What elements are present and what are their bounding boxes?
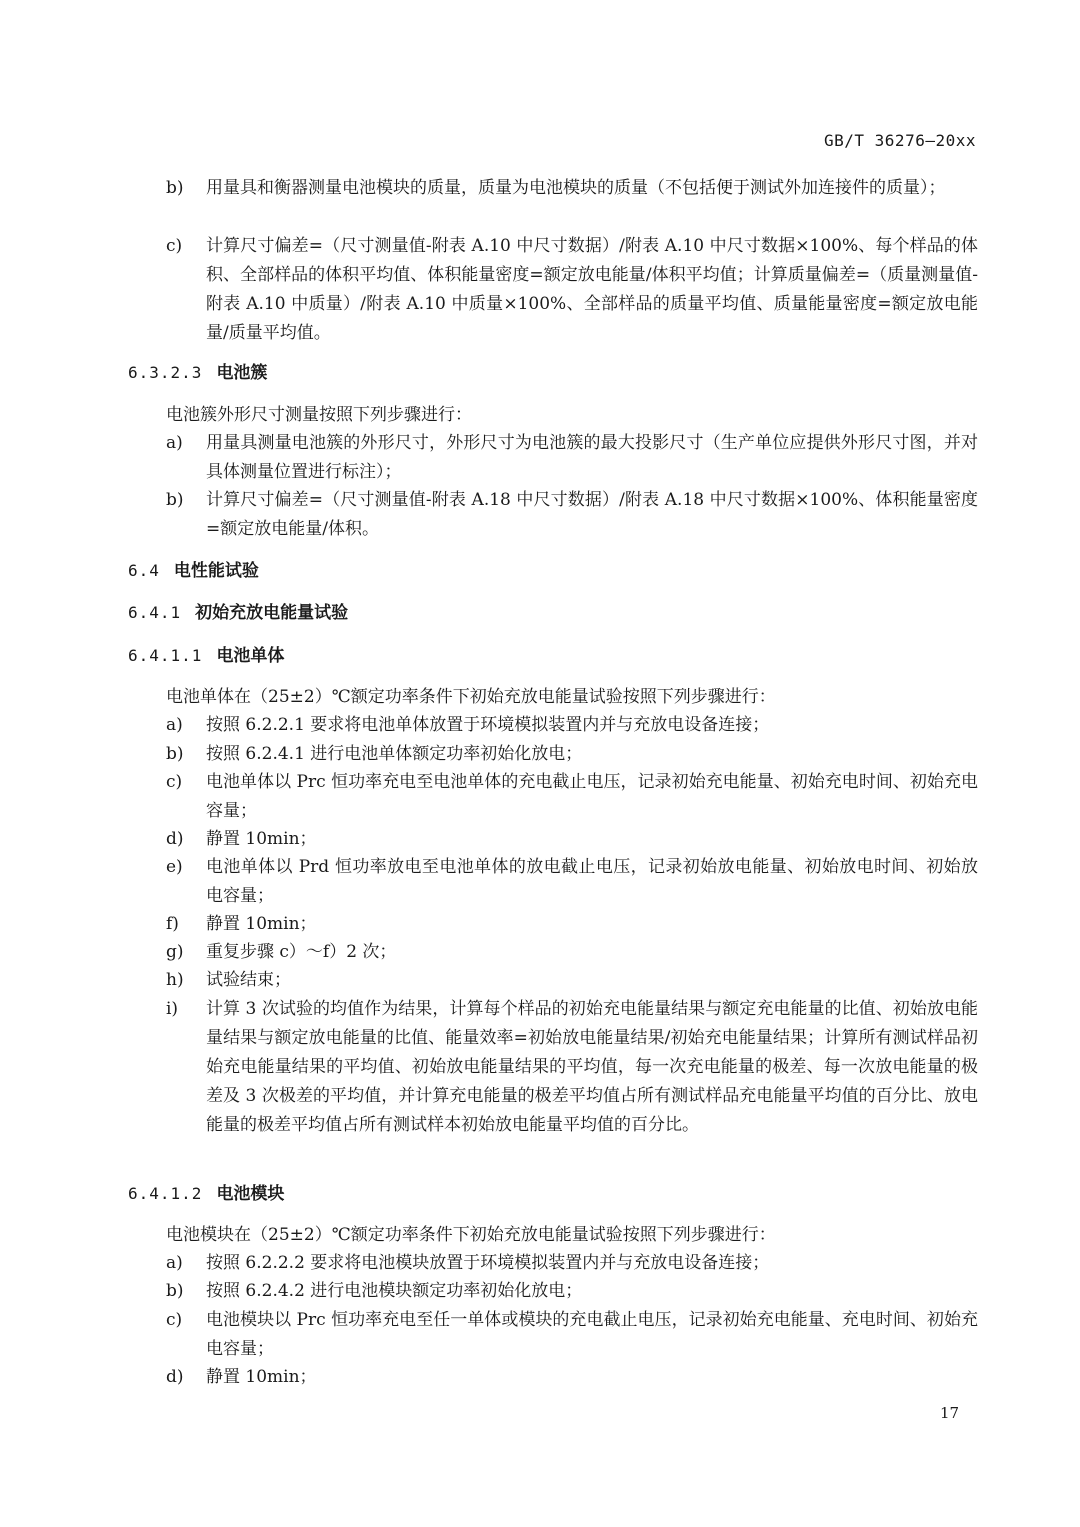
list-item [166,966,978,995]
list-item-text: 电池单体以 Prc 恒功率充电至电池单体的充电截止电压，记录初始充电能量、初始充电时间、初始充电容量； [206,772,978,821]
list-item-label: b) [166,744,184,764]
section-heading [128,1179,284,1209]
list-item-label: c) [166,236,183,256]
section-heading [128,598,348,628]
list-item-label: b) [166,178,184,198]
section-number: 6.4.1 [128,603,182,622]
section-title: 电性能试验 [173,561,259,581]
list-item [166,825,978,854]
list-item [166,232,978,348]
section-title: 电池簇 [216,363,268,383]
list-item-text: 按照 6.2.2.1 要求将电池单体放置于环境模拟装置内并与充放电设备连接； [206,715,770,735]
list-item [166,486,978,544]
list-item-text: 电池单体以 Prd 恒功率放电至电池单体的放电截止电压，记录初始放电能量、初始放电时间、初始放电容量； [206,857,978,906]
list-item-text: 重复步骤 c）～f）2 次； [206,942,397,962]
list-item-label: f) [166,914,179,934]
list-item-label: e) [166,857,183,877]
list-item [166,429,978,487]
list-item-label: a) [166,715,183,735]
list-item [166,740,978,769]
list-item [166,995,978,1140]
section-heading [128,556,259,586]
section-title: 电池模块 [216,1184,285,1204]
list-item-label: g) [166,942,184,962]
list-item-text: 按照 6.2.2.2 要求将电池模块放置于环境模拟装置内并与充放电设备连接； [206,1253,770,1273]
list-item-label: b) [166,490,184,510]
list-item-label: h) [166,970,184,990]
list-item [166,174,978,203]
list-item-label: b) [166,1281,184,1301]
section-heading [128,358,267,388]
list-item-text: 计算尺寸偏差=（尺寸测量值-附表 A.18 中尺寸数据）/附表 A.18 中尺寸数据×100%、体积能量密度=额定放电能量/体积。 [206,490,978,539]
list-item [166,910,978,939]
list-item-label: a) [166,1253,183,1273]
list-item-text: 静置 10min； [206,1367,317,1387]
list-item [166,711,978,740]
list-item-label: d) [166,1367,184,1387]
section-number: 6.3.2.3 [128,363,203,382]
section-number: 6.4.1.2 [128,1184,203,1203]
list-item-text: 电池模块以 Prc 恒功率充电至任一单体或模块的充电截止电压，记录初始充电能量、充电时间、初始充电容量； [206,1310,978,1359]
paragraph: 电池簇外形尺寸测量按照下列步骤进行： [166,405,472,425]
list-item-text: 静置 10min； [206,829,317,849]
list-item [166,1277,978,1306]
section-title: 初始充放电能量试验 [195,603,349,623]
document-id: GB/T 36276—20xx [824,131,976,150]
list-item-text: 按照 6.2.4.1 进行电池单体额定功率初始化放电； [206,744,583,764]
list-item-text: 用量具测量电池簇的外形尺寸，外形尺寸为电池簇的最大投影尺寸（生产单位应提供外形尺寸图，并对具体测量位置进行标注）； [206,433,978,482]
list-item-label: c) [166,772,183,792]
list-item-text: 用量具和衡器测量电池模块的质量，质量为电池模块的质量（不包括便于测试外加连接件的质量）； [206,178,946,198]
page-number: 17 [940,1404,960,1422]
list-item-text: 静置 10min； [206,914,317,934]
list-item [166,1249,978,1278]
section-title: 电池单体 [216,646,285,666]
list-item-text: 计算 3 次试验的均值作为结果，计算每个样品的初始充电能量结果与额定充电能量的比值、初始放电能量结果与额定放电能量的比值、能量效率=初始放电能量结果/初始充电能量结果；计算所有测试样品初始充电能量结果的平均值、初始放电能量结果的平均值，每一次充电能量的极差、每一次放电能量的极差及 3 次极差的平均值，并计算充电能量的极差平均值占所有测试样品充电能量平均值的百分比、放电能量的极差平均值占所有测试样本初始放电能量平均值的百分比。 [206,999,978,1135]
section-number: 6.4.1.1 [128,646,203,665]
section-number: 6.4 [128,561,160,580]
list-item [166,1363,978,1392]
list-item-text: 计算尺寸偏差=（尺寸测量值-附表 A.10 中尺寸数据）/附表 A.10 中尺寸数据×100%、每个样品的体积、全部样品的体积平均值、体积能量密度=额定放电能量/体积平均值；计算质量偏差=（质量测量值-附表 A.10 中质量）/附表 A.10 中质量×100%、全部样品的质量平均值、质量能量密度=额定放电能量/质量平均值。 [206,236,978,343]
list-item-text: 试验结束； [206,970,291,990]
section-heading [128,641,284,671]
list-item-label: a) [166,433,183,453]
list-item-label: c) [166,1310,183,1330]
paragraph: 电池模块在（25±2）℃额定功率条件下初始充放电能量试验按照下列步骤进行： [166,1225,776,1245]
list-item [166,768,978,826]
paragraph: 电池单体在（25±2）℃额定功率条件下初始充放电能量试验按照下列步骤进行： [166,687,776,707]
list-item-label: i) [166,999,179,1019]
list-item [166,853,978,911]
list-item-label: d) [166,829,184,849]
list-item [166,938,978,967]
list-item [166,1306,978,1364]
list-item-text: 按照 6.2.4.2 进行电池模块额定功率初始化放电； [206,1281,583,1301]
